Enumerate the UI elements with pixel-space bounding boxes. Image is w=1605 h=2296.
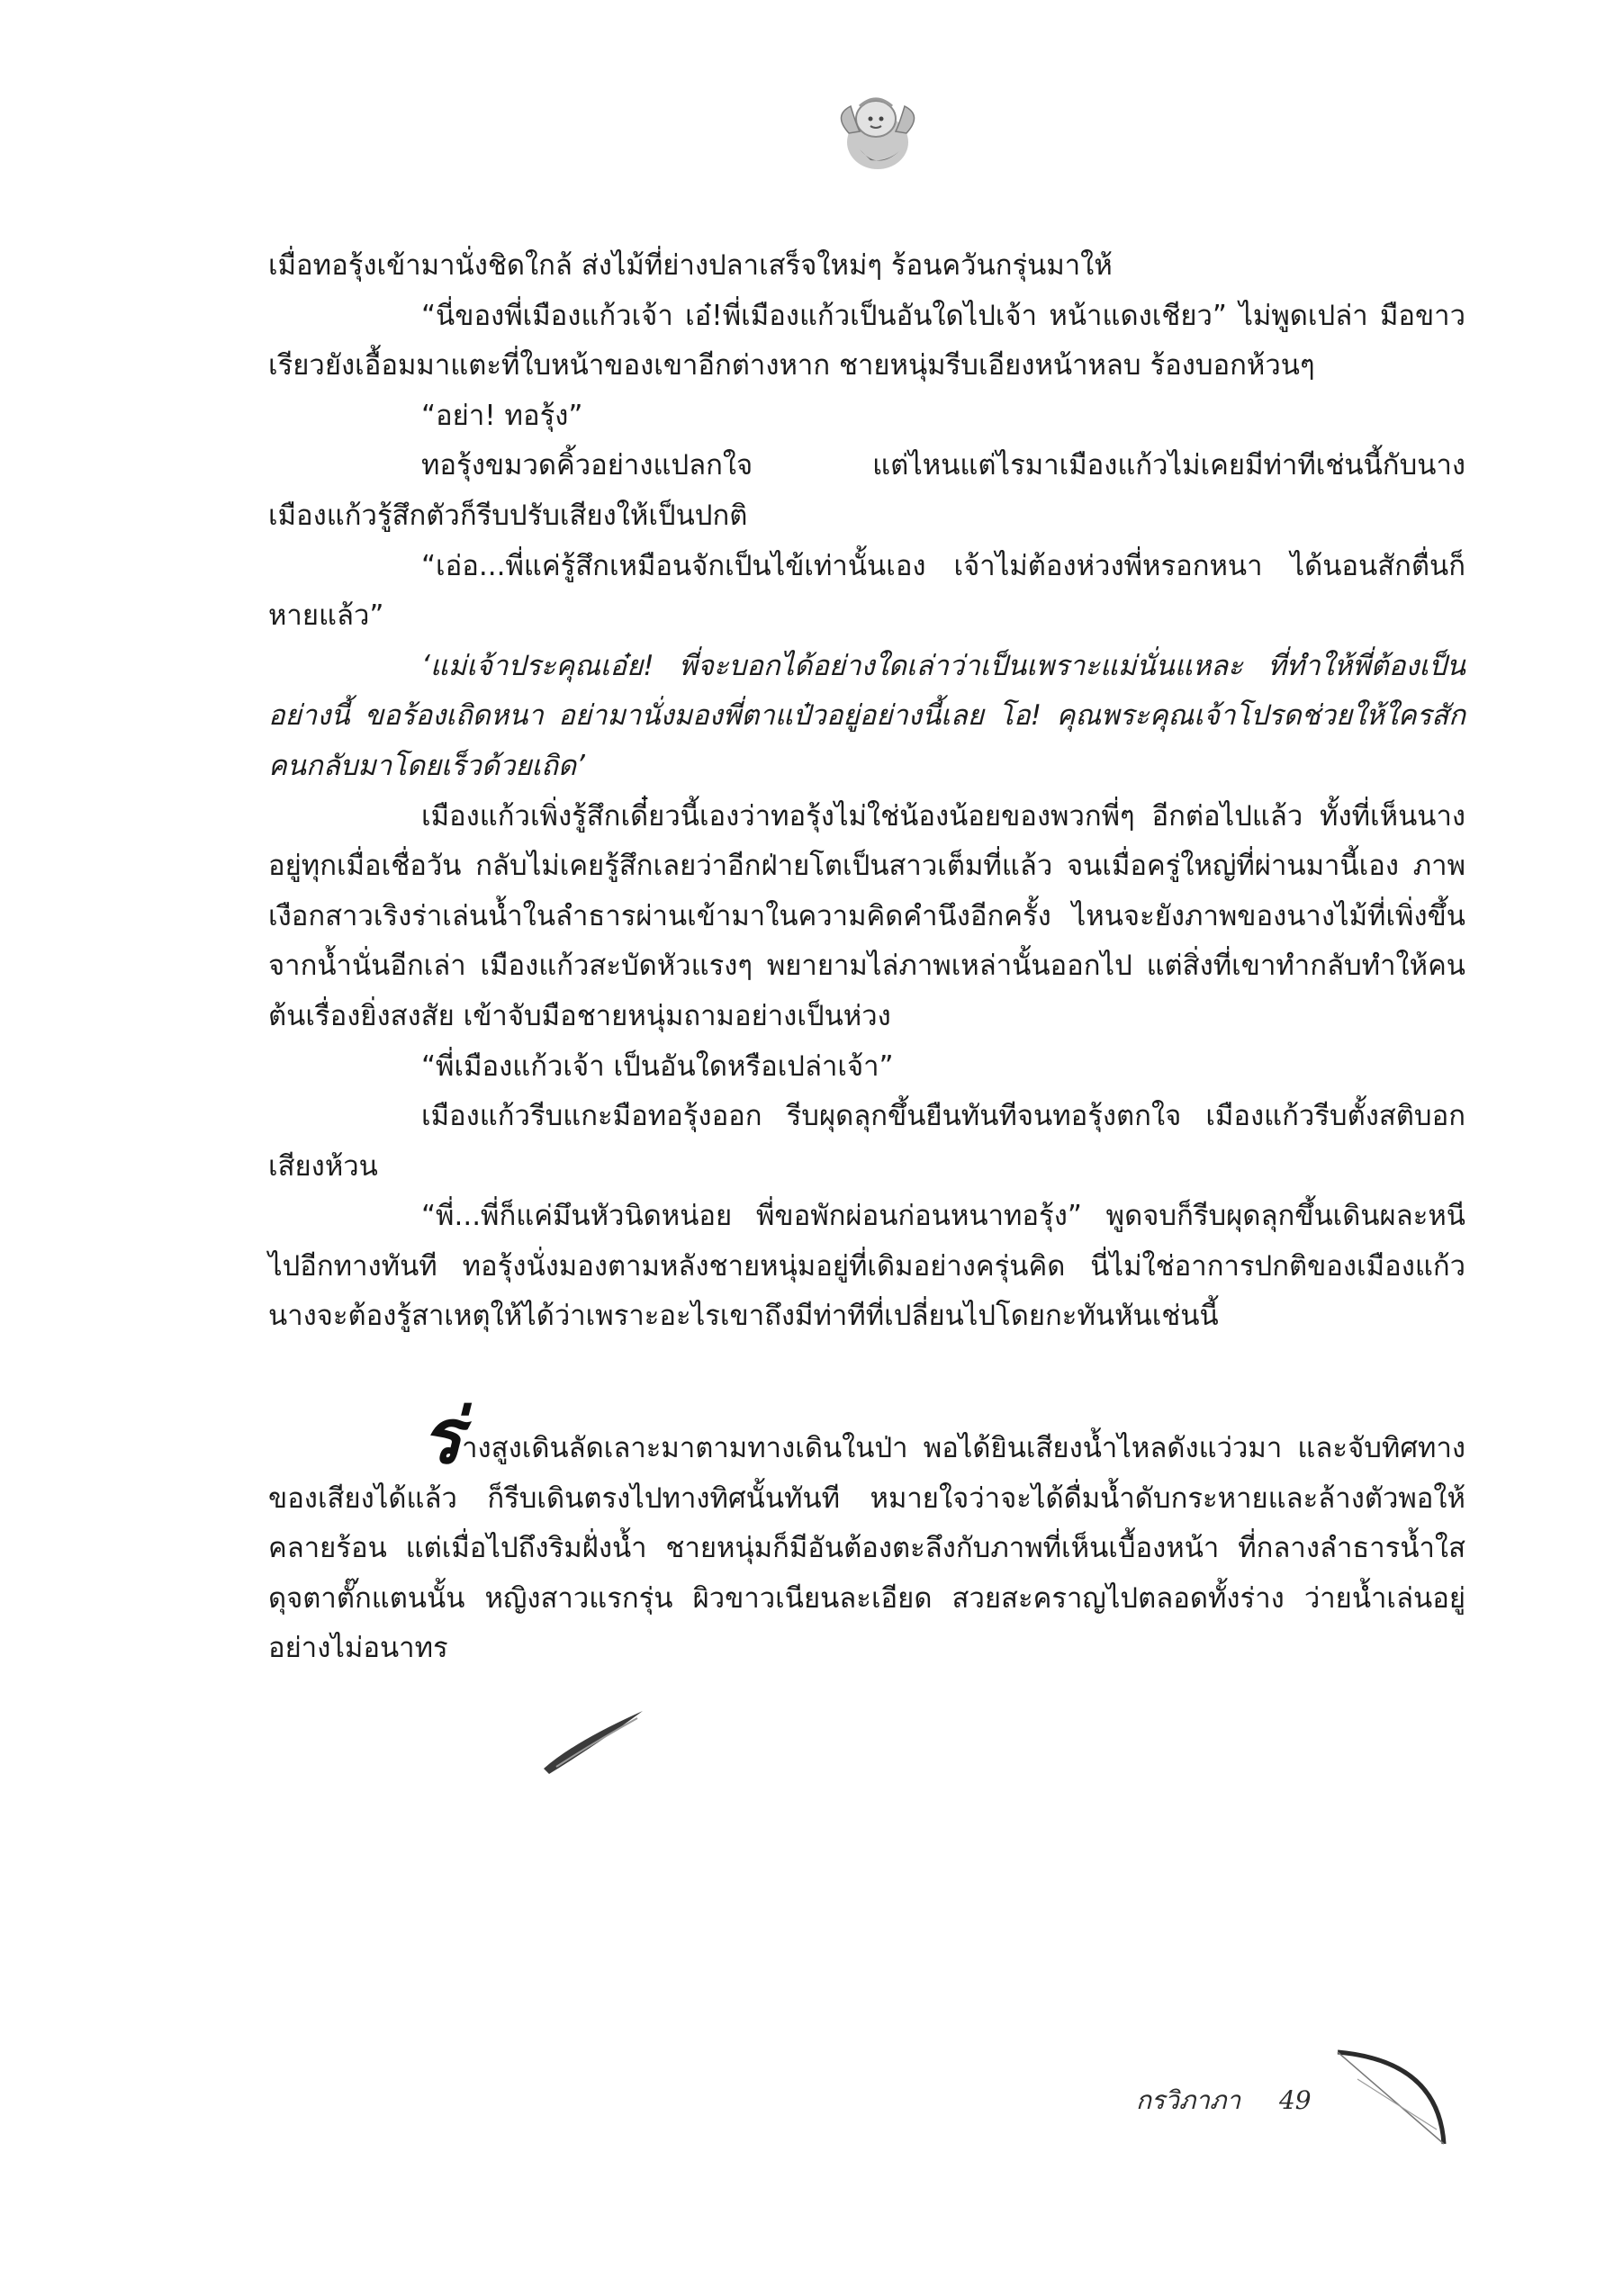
running-book-title: กรวิภาภา [1136, 2085, 1241, 2115]
page-body [268, 241, 1465, 1674]
paragraph: เมืองแก้วรีบแกะมือทอรุ้งออก รีบผุดลุกขึ้นยืนทันทีจนทอรุ้งตกใจ เมืองแก้วรีบตั้งสติบอกเสียงห้วน [268, 1100, 1465, 1183]
paragraph: ทอรุ้งขมวดคิ้วอย่างแปลกใจ แต่ไหนแต่ไรมาเมืองแก้วไม่เคยมีท่าทีเช่นนี้กับนาง เมืองแก้วรู้สึกตัวก็รีบปรับเสียงให้เป็นปกติ [268, 449, 1465, 532]
paragraph: “นี่ของพี่เมืองแก้วเจ้า เอ๋!พี่เมืองแก้วเป็นอันใดไปเจ้า หน้าแดงเชียว” ไม่พูดเปล่า มือขาวเรียวยังเอื้อมมาแตะที่ใบหน้าของเขาอีกต่างหาก ชายหนุ่มรีบเอียงหน้าหลบ ร้องบอกห้วนๆ [268, 299, 1465, 383]
page-footer [1136, 2081, 1312, 2120]
paragraph: เมื่อทอรุ้งเข้ามานั่งชิดใกล้ ส่งไม้ที่ย่างปลาเสร็จใหม่ๆ ร้อนควันกรุ่นมาให้ [268, 249, 1113, 282]
paragraph: “อย่า! ทอรุ้ง” [421, 399, 583, 432]
paragraph: เมืองแก้วเพิ่งรู้สึกเดี๋ยวนี้เองว่าทอรุ้งไม่ใช่น้องน้อยของพวกพี่ๆ อีกต่อไปแล้ว ทั้งที่เห็นนางอยู่ทุกเมื่อเชื่อวัน กลับไม่เคยรู้สึกเลยว่าอีกฝ่ายโตเป็นสาวเต็มที่แล้ว จนเมื่อครู่ใหญ่ที่ผ่านมานี้เอง ภาพเงือกสาวเริงร่าเล่นน้ำในลำธารผ่านเข้ามาในความคิดคำนึงอีกครั้ง ไหนจะยังภาพของนางไม้ที่เพิ่งขึ้นจากน้ำนั่นอีกเล่า เมืองแก้วสะบัดหัวแรงๆ พยายามไล่ภาพเหล่านั้นออกไป แต่สิ่งที่เขาทำกลับทำให้คนต้นเรื่องยิ่งสงสัย เข้าจับมือชายหนุ่มถามอย่างเป็นห่วง [268, 799, 1465, 1032]
bow-and-arrow-icon [1330, 2043, 1456, 2151]
section-opening-paragraph [268, 1392, 1465, 1674]
cherub-illustration-icon [824, 79, 932, 187]
drop-cap: ร่ [421, 1392, 463, 1481]
paragraph: “พี่...พี่ก็แค่มึนหัวนิดหน่อย พี่ขอพักผ่อนก่อนหนาทอรุ้ง” พูดจบก็รีบผุดลุกขึ้นเดินผละหนีไปอีกทางทันที ทอรุ้งนั่งมองตามหลังชายหนุ่มอยู่ที่เดิมอย่างครุ่นคิด นี่ไม่ใช่อาการปกติของเมืองแก้ว นางจะต้องรู้สาเหตุให้ได้ว่าเพราะอะไรเขาถึงมีท่าทีที่เปลี่ยนไปโดยกะทันหันเช่นนี้ [268, 1200, 1465, 1333]
paragraph: “เอ่อ...พี่แค่รู้สึกเหมือนจักเป็นไข้เท่านั้นเอง เจ้าไม่ต้องห่วงพี่หรอกหนา ได้นอนสักตื่นก็หายแล้ว” [268, 549, 1465, 633]
section-opening-text: างสูงเดินลัดเลาะมาตามทางเดินในป่า พอได้ยินเสียงน้ำไหลดังแว่วมา และจับทิศทางของเสียงได้แล้ว ก็รีบเดินตรงไปทางทิศนั้นทันที หมายใจว่าจะได้ดื่มน้ำดับกระหายและล้างตัวพอให้คลายร้อน แต่เมื่อไปถึงริมฝั่งน้ำ ชายหนุ่มก็มีอันต้องตะลึงกับภาพที่เห็นเบื้องหน้า ที่กลางลำธารน้ำใสดุจตาตั๊กแตนนั้น หญิงสาวแรกรุ่น ผิวขาวเนียนละเอียด สวยสะคราญไปตลอดทั้งร่าง ว่ายน้ำเล่นอยู่อย่างไม่อนาทร [268, 1432, 1465, 1665]
brush-stroke-decoration [538, 1706, 646, 1778]
page-number: 49 [1278, 2085, 1312, 2115]
inner-thought-paragraph: ‘แม่เจ้าประคุณเอ๋ย! พี่จะบอกได้อย่างใดเล่าว่าเป็นเพราะแม่นั่นแหละ ที่ทำให้พี่ต้องเป็นอย่างนี้ ขอร้องเถิดหนา อย่ามานั่งมองพี่ตาแป๋วอยู่อย่างนี้เลย โอ! คุณพระคุณเจ้าโปรดช่วยให้ใครสักคนกลับมาโดยเร็วด้วยเถิด’ [268, 649, 1465, 782]
paragraph: “พี่เมืองแก้วเจ้า เป็นอันใดหรือเปล่าเจ้า” [421, 1049, 894, 1083]
